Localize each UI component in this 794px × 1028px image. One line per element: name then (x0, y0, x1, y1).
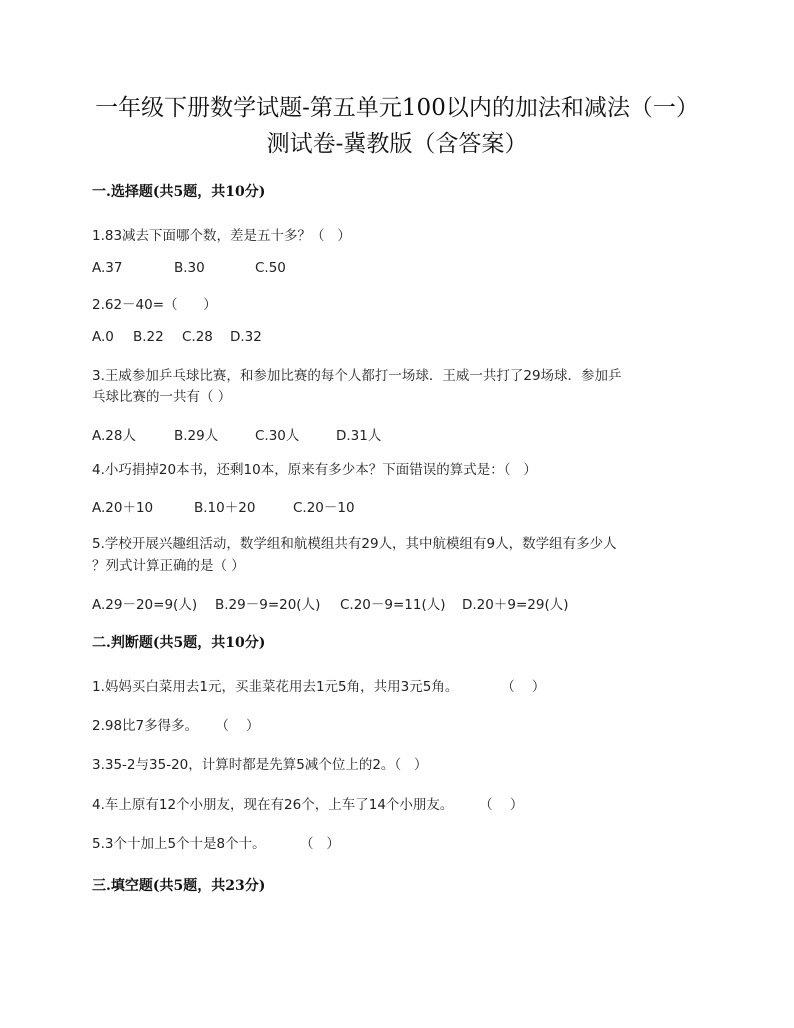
option: C.30人 (255, 428, 300, 444)
option: A.0 (92, 329, 114, 345)
choice-q5-text-line1: 5.学校开展兴趣组活动，数学组和航模组共有29人，其中航模组有9人，数学组有多少人 (92, 536, 617, 552)
option: B.29人 (174, 428, 219, 444)
section-choice-heading: 一.选择题(共5题，共10分) (92, 184, 266, 200)
judge-q2-text: 2.98比7多得多。 （ ） (92, 718, 260, 734)
option: A.29－20=9(人) (92, 597, 198, 613)
option: A.20＋10 (92, 500, 154, 516)
option: B.10＋20 (194, 500, 256, 516)
option: C.20－9=11(人) (340, 597, 446, 613)
option: C.50 (255, 260, 286, 276)
option: B.22 (133, 329, 164, 345)
judge-q5-text: 5.3个十加上5个十是8个十。 （ ） (92, 836, 340, 852)
worksheet-title-line2: 测试卷-冀教版（含答案） (266, 131, 528, 157)
judge-q3-text: 3.35-2与35-20，计算时都是先算5减个位上的2。（ ） (92, 757, 428, 773)
option: B.30 (174, 260, 205, 276)
choice-q4-text: 4.小巧捐掉20本书，还剩10本，原来有多少本？下面错误的算式是：（ ） (92, 462, 537, 478)
judge-q4-text: 4.车上原有12个小朋友，现在有26个，上车了14个小朋友。 （ ） (92, 797, 524, 813)
option: A.37 (92, 260, 123, 276)
option: A.28人 (92, 428, 136, 444)
choice-q5-text-line2: ？列式计算正确的是（ ） (92, 558, 245, 574)
option: D.31人 (336, 428, 382, 444)
choice-q3-text-line2: 乓球比赛的一共有（ ） (92, 389, 232, 405)
option: D.32 (230, 329, 262, 345)
option: C.20－10 (293, 500, 355, 516)
choice-q1-text: 1.83减去下面哪个数，差是五十多？（ ） (92, 228, 351, 244)
choice-q2-text: 2.62－40=（ ） (92, 297, 217, 313)
judge-q1-text: 1.妈妈买白菜用去1元，买韭菜花用去1元5角，共用3元5角。 （ ） (92, 679, 546, 695)
section-fill-heading: 三.填空题(共5题，共23分) (92, 878, 266, 894)
option: C.28 (182, 329, 213, 345)
choice-q3-text-line1: 3.王威参加乒乓球比赛，和参加比赛的每个人都打一场球．王威一共打了29场球．参加乒 (92, 368, 622, 384)
worksheet-title-line1: 一年级下册数学试题-第五单元100以内的加法和减法（一） (95, 95, 699, 121)
option: D.20＋9=29(人) (462, 597, 569, 613)
option: B.29－9=20(人) (215, 597, 321, 613)
section-judge-heading: 二.判断题(共5题，共10分) (92, 635, 266, 651)
